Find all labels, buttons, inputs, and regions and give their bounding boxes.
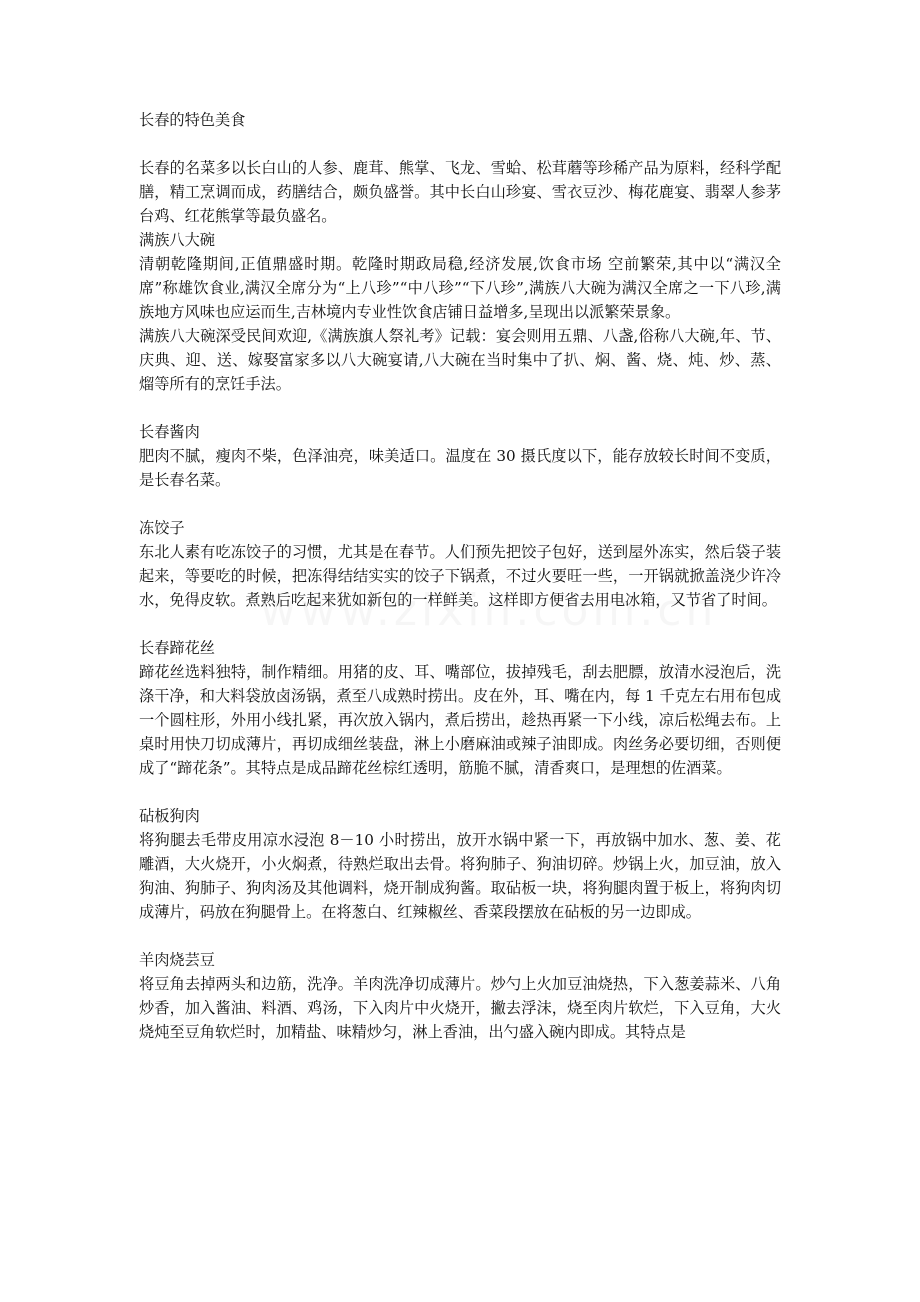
section-paragraph: 东北人素有吃冻饺子的习惯，尤其是在春节。人们预先把饺子包好，送到屋外冻实，然后袋子装起来，等要吃的时候，把冻得结结实实的饺子下锅煮，不过火要旺一些，一开锅就掀盖浇少许冷水，免得皮软。煮熟后吃起来犹如新包的一样鲜美。这样即方便省去用电冰箱，又节省了时间。	[139, 543, 781, 609]
section-title: 满族八大碗	[139, 231, 215, 249]
section-changchun-jiangrou	[139, 420, 781, 492]
document-title: 长春的特色美食	[139, 111, 246, 129]
section-yangrou-yundou	[139, 948, 781, 1044]
section-title: 砧板狗肉	[139, 807, 200, 825]
document-page	[139, 108, 781, 1068]
section-paragraph: 蹄花丝选料独特，制作精细。用猪的皮、耳、嘴部位，拔掉残毛，刮去肥膘，放清水浸泡后，洗涤干净，和大料袋放卤汤锅，煮至八成熟时捞出。皮在外，耳、嘴在内，每 1 千克左右用布包成一个圆柱形，外用小线扎紧，再次放入锅内，煮后捞出，趁热再紧一下小线，凉后松绳去布。上桌时用快刀切成薄片，再切成细丝装盘，淋上小磨麻油或辣子油即成。肉丝务必要切细，否则便成了“蹄花条”。其特点是成品蹄花丝棕红透明，筋脆不腻，清香爽口，是理想的佐酒菜。	[139, 663, 782, 777]
section-title: 冻饺子	[139, 519, 185, 537]
section-paragraph: 肥肉不腻，瘦肉不柴，色泽油亮，味美适口。温度在 30 摄氏度以下，能存放较长时间不变质，是长春名菜。	[139, 447, 781, 489]
section-title: 羊肉烧芸豆	[139, 951, 215, 969]
section-zhenban-gourou	[139, 804, 781, 924]
section-paragraph: 将狗腿去毛带皮用凉水浸泡 8－10 小时捞出，放开水锅中紧一下，再放锅中加水、葱、姜、花雕酒，大火烧开，小火焖煮，待熟烂取出去骨。将狗肺子、狗油切碎。炒锅上火，加豆油，放入狗油、狗肺子、狗肉汤及其他调料，烧开制成狗酱。取砧板一块，将狗腿肉置于板上，将狗肉切成薄片，码放在狗腿骨上。在将葱白、红辣椒丝、香菜段摆放在砧板的另一边即成。	[139, 831, 781, 921]
section-manzu-badawan	[139, 228, 781, 396]
section-dong-jiaozi	[139, 516, 781, 612]
section-title: 长春蹄花丝	[139, 639, 215, 657]
section-tihuasi	[139, 636, 781, 780]
section-paragraph: 满族八大碗深受民间欢迎,《满族旗人祭礼考》记载：宴会则用五鼎、八盏,俗称八大碗,年、节、庆典、迎、送、嫁娶富家多以八大碗宴请,八大碗在当时集中了扒、焖、酱、烧、炖、炒、蒸、熘等所有的烹饪手法。	[139, 327, 781, 393]
intro-paragraph: 长春的名菜多以长白山的人参、鹿茸、熊掌、飞龙、雪蛤、松茸蘑等珍稀产品为原料，经科学配膳，精工烹调而成，药膳结合，颇负盛誉。其中长白山珍宴、雪衣豆沙、梅花鹿宴、翡翠人参茅台鸡、红花熊掌等最负盛名。	[139, 159, 781, 225]
section-title: 长春酱肉	[139, 423, 200, 441]
section-paragraph: 清朝乾隆期间,正值鼎盛时期。乾隆时期政局稳,经济发展,饮食市场 空前繁荣,其中以“满汉全席”称雄饮食业,满汉全席分为“上八珍”“中八珍”“下八珍”,满族八大碗为满汉全席之一下八珍,满族地方风味也应运而生,吉林境内专业性饮食店铺日益增多,呈现出以派繁荣景象。	[139, 255, 781, 321]
section-paragraph: 将豆角去掉两头和边筋，洗净。羊肉洗净切成薄片。炒勺上火加豆油烧热，下入葱姜蒜米、八角炒香，加入酱油、料酒、鸡汤，下入肉片中火烧开，撇去浮沫，烧至肉片软烂，下入豆角，大火烧炖至豆角软烂时，加精盐、味精炒匀，淋上香油，出勺盛入碗内即成。其特点是	[139, 975, 781, 1041]
